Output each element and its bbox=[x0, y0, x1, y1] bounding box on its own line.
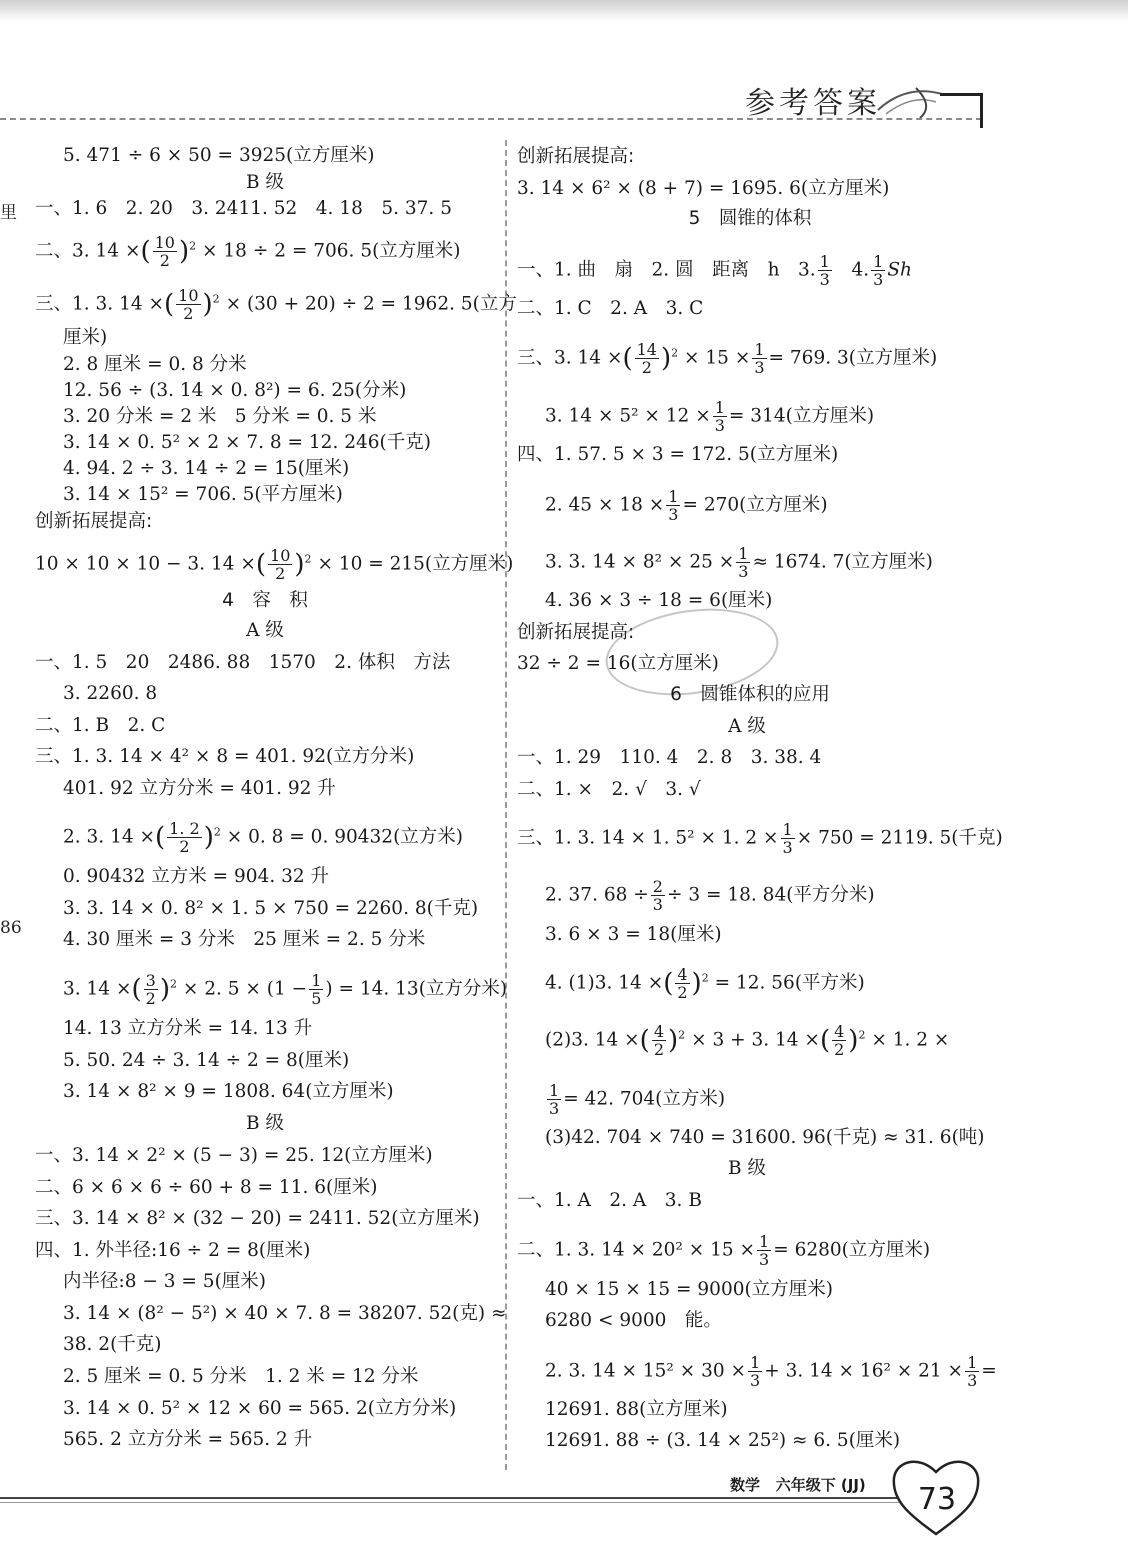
answer-line: 一、3. 14 × 2² × (5 − 3) = 25. 12(立方厘米) bbox=[35, 1145, 433, 1166]
level-heading: A 级 bbox=[246, 620, 284, 641]
torn-page-edge bbox=[0, 0, 1128, 22]
answer-line: 4. 30 厘米 = 3 分米 25 厘米 = 2. 5 分米 bbox=[63, 929, 426, 950]
page-number: 73 bbox=[917, 1482, 957, 1517]
header-bracket bbox=[940, 93, 983, 128]
answer-line: 6280 < 9000 能。 bbox=[545, 1310, 722, 1331]
answer-line: 三、1. 3. 14 × 1. 5² × 1. 2 × $\frac{1}{3}$ × 750 = 2119. 5(千克) bbox=[517, 820, 1003, 857]
answer-line: 3. 3. 14 × 8² × 25 × $\frac{1}{3}$ ≈ 1674. 7(立方厘米) bbox=[545, 544, 933, 581]
section-subheading: 创新拓展提高: bbox=[517, 146, 635, 167]
answer-line: 三、3. 14 × 8² × (32 − 20) = 2411. 52(立方厘米) bbox=[35, 1208, 480, 1229]
answer-line: 三、3. 14 ×( $\frac{14}{2}$ )$^2$ × 15 × $\frac{1}{3}$ = 769. 3(立方厘米) bbox=[517, 340, 938, 377]
answer-line: 2. 3. 14 ×( $\frac{1. 2}{2}$ )$^2$ × 0. 8 = 0. 90432(立方米) bbox=[63, 819, 463, 856]
answer-line: 二、3. 14 ×( $\frac{10}{2}$ )$^2$ × 18 ÷ 2 = 706. 5(立方厘米) bbox=[35, 233, 461, 270]
answer-line: 厘米) bbox=[63, 327, 108, 348]
section-subheading: 创新拓展提高: bbox=[517, 622, 635, 643]
answer-line: 4. 94. 2 ÷ 3. 14 ÷ 2 = 15(厘米) bbox=[63, 458, 350, 479]
answer-line: 565. 2 立方分米 = 565. 2 升 bbox=[63, 1429, 313, 1450]
section-subheading: 创新拓展提高: bbox=[35, 511, 153, 532]
answer-line: 32 ÷ 2 = 16(立方厘米) bbox=[517, 653, 719, 674]
answer-line: 3. 14 × 5² × 12 × $\frac{1}{3}$ = 314(立方厘米) bbox=[545, 398, 875, 435]
column-divider bbox=[505, 140, 507, 1470]
answer-line: $\frac{1}{3}$ = 42. 704(立方米) bbox=[549, 1081, 726, 1118]
section-heading: 6 圆锥体积的应用 bbox=[670, 684, 830, 705]
answer-line: 2. 5 厘米 = 0. 5 分米 1. 2 米 = 12 分米 bbox=[63, 1366, 419, 1387]
answer-line: 3. 6 × 3 = 18(厘米) bbox=[545, 924, 722, 945]
answer-line: 12691. 88 ÷ (3. 14 × 25²) ≈ 6. 5(厘米) bbox=[545, 1430, 901, 1451]
section-heading: 5 圆锥的体积 bbox=[688, 208, 812, 229]
answer-line: 3. 2260. 8 bbox=[63, 683, 158, 704]
footer-subject: 数学 bbox=[730, 1476, 761, 1494]
answer-line: 3. 3. 14 × 0. 8² × 1. 5 × 750 = 2260. 8(千克) bbox=[63, 898, 479, 919]
answer-line: 一、1. 曲 扇 2. 圆 距离 h 3. $\frac{1}{3}$ 4. $\frac{1}{3}$ Sh bbox=[517, 252, 912, 289]
page-header-title: 参考答案 bbox=[745, 86, 881, 121]
answer-line: 401. 92 立方分米 = 401. 92 升 bbox=[63, 778, 336, 799]
answer-line: 二、1. C 2. A 3. C bbox=[517, 298, 704, 319]
answer-line: (2)3. 14 ×( $\frac{4}{2}$ )$^2$ × 3 + 3. 14 ×( $\frac{4}{2}$ )$^2$ × 1. 2 × bbox=[545, 1022, 950, 1059]
footer-rule-thin bbox=[0, 1502, 902, 1503]
answer-line: 12691. 88(立方厘米) bbox=[545, 1399, 728, 1420]
answer-line: 一、1. 29 110. 4 2. 8 3. 38. 4 bbox=[517, 747, 822, 768]
answer-line: 四、1. 57. 5 × 3 = 172. 5(立方厘米) bbox=[517, 444, 839, 465]
answer-line: 一、1. 6 2. 20 3. 2411. 52 4. 18 5. 37. 5 bbox=[35, 198, 452, 219]
level-heading: A 级 bbox=[728, 716, 766, 737]
answer-line: 2. 37. 68 ÷ $\frac{2}{3}$ ÷ 3 = 18. 84(平方分米) bbox=[545, 877, 875, 914]
answer-line: 3. 14 ×( $\frac{3}{2}$ )$^2$ × 2. 5 × (1 − $\frac{1}{5}$ ) = 14. 13(立方分米) bbox=[63, 971, 508, 1008]
answer-line: 14. 13 立方分米 = 14. 13 升 bbox=[63, 1018, 313, 1039]
answer-line: 5. 471 ÷ 6 × 50 = 3925(立方厘米) bbox=[63, 145, 375, 166]
answer-line: (3)42. 704 × 740 = 31600. 96(千克) ≈ 31. 6(吨) bbox=[545, 1127, 985, 1148]
answer-line: 3. 14 × 15² = 706. 5(平方厘米) bbox=[63, 484, 343, 505]
answer-line: 三、1. 3. 14 ×( $\frac{10}{2}$ )$^2$ × (30 + 20) ÷ 2 = 1962. 5(立方 bbox=[35, 286, 517, 323]
footer-label bbox=[730, 1474, 866, 1495]
left-cut-char: 里 bbox=[0, 203, 17, 223]
answer-line: 4. (1)3. 14 ×( $\frac{4}{2}$ )$^2$ = 12. 56(平方米) bbox=[545, 965, 865, 1002]
answer-line: 4. 36 × 3 ÷ 18 = 6(厘米) bbox=[545, 590, 773, 611]
answer-line: 3. 14 × 6² × (8 + 7) = 1695. 6(立方厘米) bbox=[517, 178, 890, 199]
answer-line: 四、1. 外半径:16 ÷ 2 = 8(厘米) bbox=[35, 1240, 311, 1261]
footer-rule bbox=[0, 1497, 902, 1499]
answer-line: 3. 14 × (8² − 5²) × 40 × 7. 8 = 38207. 52(克) ≈ bbox=[63, 1303, 507, 1324]
header-rule bbox=[0, 118, 982, 120]
answer-line: 三、1. 3. 14 × 4² × 8 = 401. 92(立方分米) bbox=[35, 746, 415, 767]
answer-line: 40 × 15 × 15 = 9000(立方厘米) bbox=[545, 1279, 833, 1300]
answer-line: 2. 3. 14 × 15² × 30 × $\frac{1}{3}$ + 3. 14 × 16² × 21 × $\frac{1}{3}$ = bbox=[545, 1353, 997, 1390]
answer-line: 3. 14 × 0. 5² × 12 × 60 = 565. 2(立方分米) bbox=[63, 1398, 457, 1419]
answer-line: 0. 90432 立方米 = 904. 32 升 bbox=[63, 866, 330, 887]
level-heading: B 级 bbox=[246, 1113, 284, 1134]
level-heading: B 级 bbox=[728, 1158, 766, 1179]
swoosh-decoration-icon bbox=[876, 82, 946, 122]
answer-line: 内半径:8 − 3 = 5(厘米) bbox=[63, 1271, 267, 1292]
level-heading: B 级 bbox=[246, 172, 284, 193]
answer-line: 5. 50. 24 ÷ 3. 14 ÷ 2 = 8(厘米) bbox=[63, 1050, 350, 1071]
answer-line: 一、1. 5 20 2486. 88 1570 2. 体积 方法 bbox=[35, 652, 451, 673]
answer-line: 12. 56 ÷ (3. 14 × 0. 8²) = 6. 25(分米) bbox=[63, 380, 407, 401]
answer-line: 二、1. B 2. C bbox=[35, 715, 166, 736]
answer-line: 3. 14 × 8² × 9 = 1808. 64(立方厘米) bbox=[63, 1081, 394, 1102]
answer-line: 2. 8 厘米 = 0. 8 分米 bbox=[63, 354, 247, 375]
answer-line: 二、6 × 6 × 6 ÷ 60 + 8 = 11. 6(厘米) bbox=[35, 1177, 378, 1198]
answer-line: 2. 45 × 18 × $\frac{1}{3}$ = 270(立方厘米) bbox=[545, 487, 828, 524]
answer-line: 3. 20 分米 = 2 米 5 分米 = 0. 5 米 bbox=[63, 406, 377, 427]
section-heading: 4 容 积 bbox=[222, 590, 308, 611]
answer-line: 二、1. 3. 14 × 20² × 15 × $\frac{1}{3}$ = 6280(立方厘米) bbox=[517, 1232, 931, 1269]
answer-line: 一、1. A 2. A 3. B bbox=[517, 1190, 702, 1211]
left-cut-number: 86 bbox=[0, 918, 22, 938]
footer-grade: 六年级下 (JJ) bbox=[775, 1476, 866, 1494]
answer-line: 二、1. × 2. √ 3. √ bbox=[517, 779, 701, 800]
answer-line: 3. 14 × 0. 5² × 2 × 7. 8 = 12. 246(千克) bbox=[63, 432, 431, 453]
answer-line: 10 × 10 × 10 − 3. 14 ×( $\frac{10}{2}$ )$^2$ × 10 = 215(立方厘米) bbox=[35, 546, 514, 583]
answer-line: 38. 2(千克) bbox=[63, 1334, 162, 1355]
